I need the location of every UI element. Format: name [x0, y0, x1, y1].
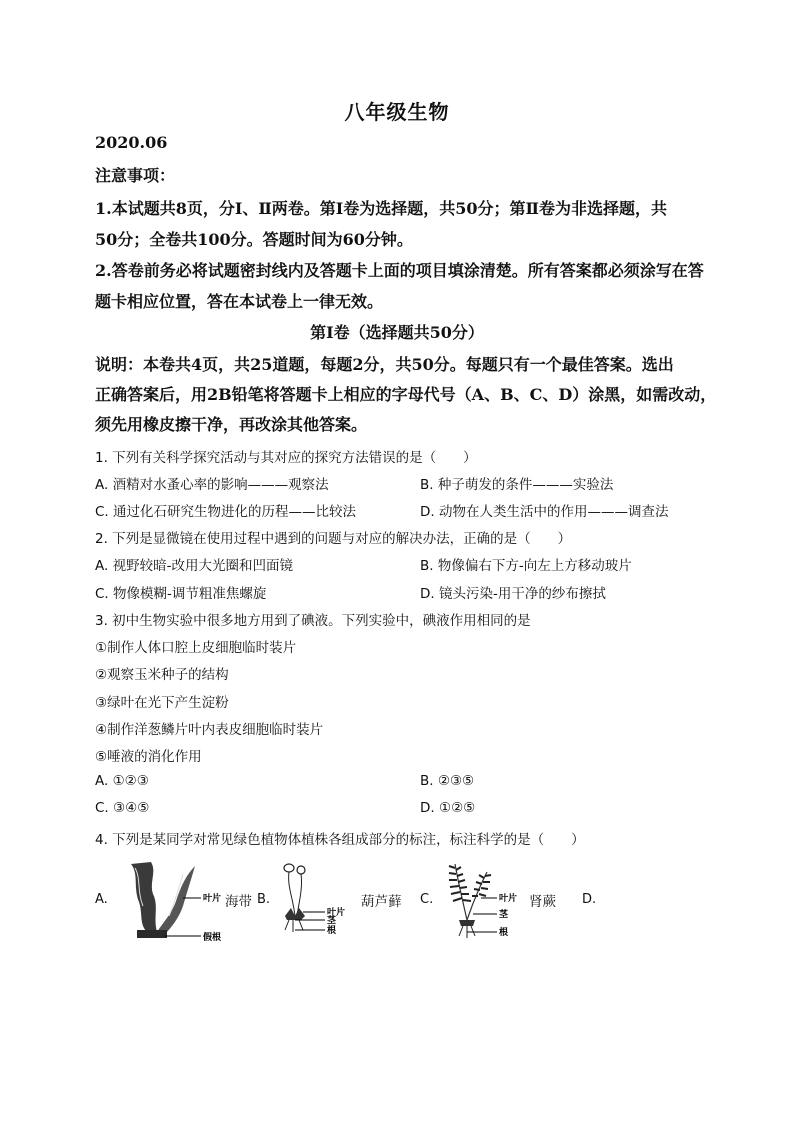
kelp-holdfast-label: 假根	[203, 933, 222, 943]
question-3-option-b: B. ②③⑤	[420, 773, 475, 789]
question-2-option-c: C. 物像模糊-调节粗准焦螺旋	[95, 586, 267, 602]
question-3-option-a: A. ①②③	[95, 773, 149, 789]
question-1-option-a: A. 酒精对水蚤心率的影响———观察法	[95, 477, 329, 493]
question-3-option-d: D. ①②⑤	[420, 800, 476, 816]
question-3-option-c: C. ③④⑤	[95, 800, 150, 816]
question-4-option-c-name: 肾蕨	[529, 894, 556, 910]
question-2-option-d: D. 镜头污染-用干净的纱布擦拭	[420, 586, 606, 602]
moss-stem-label: 茎	[327, 916, 337, 926]
question-2-stem: 2. 下列是显微镜在使用过程中遇到的问题与对应的解决办法，正确的是（ ）	[95, 531, 572, 547]
fern-leaf-label: 叶片	[499, 894, 518, 904]
notice-line: 1.本试题共8页，分Ⅰ、Ⅱ两卷。第Ⅰ卷为选择题，共50分；第Ⅱ卷为非选择题，共	[95, 199, 668, 218]
moss-root-label: 根	[327, 926, 337, 936]
question-2-option-a: A. 视野较暗-改用大光圈和凹面镜	[95, 558, 293, 574]
question-4-option-a-letter: A.	[95, 892, 108, 907]
kelp-leaf-label: 叶片	[203, 894, 222, 904]
instruction-line: 须先用橡皮擦干净，再改涂其他答案。	[95, 415, 368, 434]
fern-stem-label: 茎	[499, 910, 509, 920]
question-3-item: ⑤唾液的消化作用	[95, 749, 202, 765]
question-4-option-a-name: 海带	[225, 894, 252, 910]
question-1-stem: 1. 下列有关科学探究活动与其对应的探究方法错误的是（ ）	[95, 450, 477, 466]
question-3-item: ②观察玉米种子的结构	[95, 667, 229, 683]
question-3-item: ④制作洋葱鳞片叶内表皮细胞临时装片	[95, 722, 324, 738]
question-1-option-d: D. 动物在人类生活中的作用———调查法	[420, 504, 669, 520]
question-3-stem: 3. 初中生物实验中很多地方用到了碘液。下列实验中，碘液作用相同的是	[95, 613, 531, 629]
moss-figure	[273, 858, 363, 948]
notice-line: 50分；全卷共100分。答题时间为60分钟。	[95, 230, 413, 249]
page-title: 八年级生物	[344, 100, 450, 124]
moss-leaf-label: 叶片	[327, 908, 346, 918]
fern-figure	[437, 858, 527, 948]
instruction-line: 正确答案后，用2B铅笔将答题卡上相应的字母代号（A、B、C、D）涂黑，如需改动，	[95, 385, 717, 404]
instruction-line: 说明：本卷共4页，共25道题，每题2分，共50分。每题只有一个最佳答案。选出	[95, 355, 674, 374]
notice-line: 2.答卷前务必将试题密封线内及答题卡上面的项目填涂清楚。所有答案都必须涂写在答	[95, 261, 704, 280]
question-3-item: ③绿叶在光下产生淀粉	[95, 695, 229, 711]
question-4-option-b-letter: B.	[257, 892, 271, 907]
question-1-option-b: B. 种子萌发的条件———实验法	[420, 477, 614, 493]
question-1-option-c: C. 通过化石研究生物进化的历程——比较法	[95, 504, 357, 520]
notice-heading: 注意事项：	[95, 166, 176, 185]
question-4-stem: 4. 下列是某同学对常见绿色植物体植株各组成部分的标注，标注科学的是（ ）	[95, 832, 585, 848]
fern-root-label: 根	[499, 928, 509, 938]
question-4-option-c-letter: C.	[420, 892, 434, 907]
kelp-figure	[117, 858, 242, 948]
notice-line: 题卡相应位置，答在本试卷上一律无效。	[95, 292, 384, 311]
question-3-item: ①制作人体口腔上皮细胞临时装片	[95, 640, 297, 656]
question-4-option-b-name: 葫芦藓	[361, 894, 402, 910]
section-title: 第Ⅰ卷（选择题共50分）	[310, 323, 484, 342]
question-4-option-d-letter: D.	[582, 892, 597, 907]
question-2-option-b: B. 物像偏右下方-向左上方移动玻片	[420, 558, 632, 574]
exam-date: 2020.06	[95, 133, 168, 152]
question-4-figures	[95, 858, 695, 948]
